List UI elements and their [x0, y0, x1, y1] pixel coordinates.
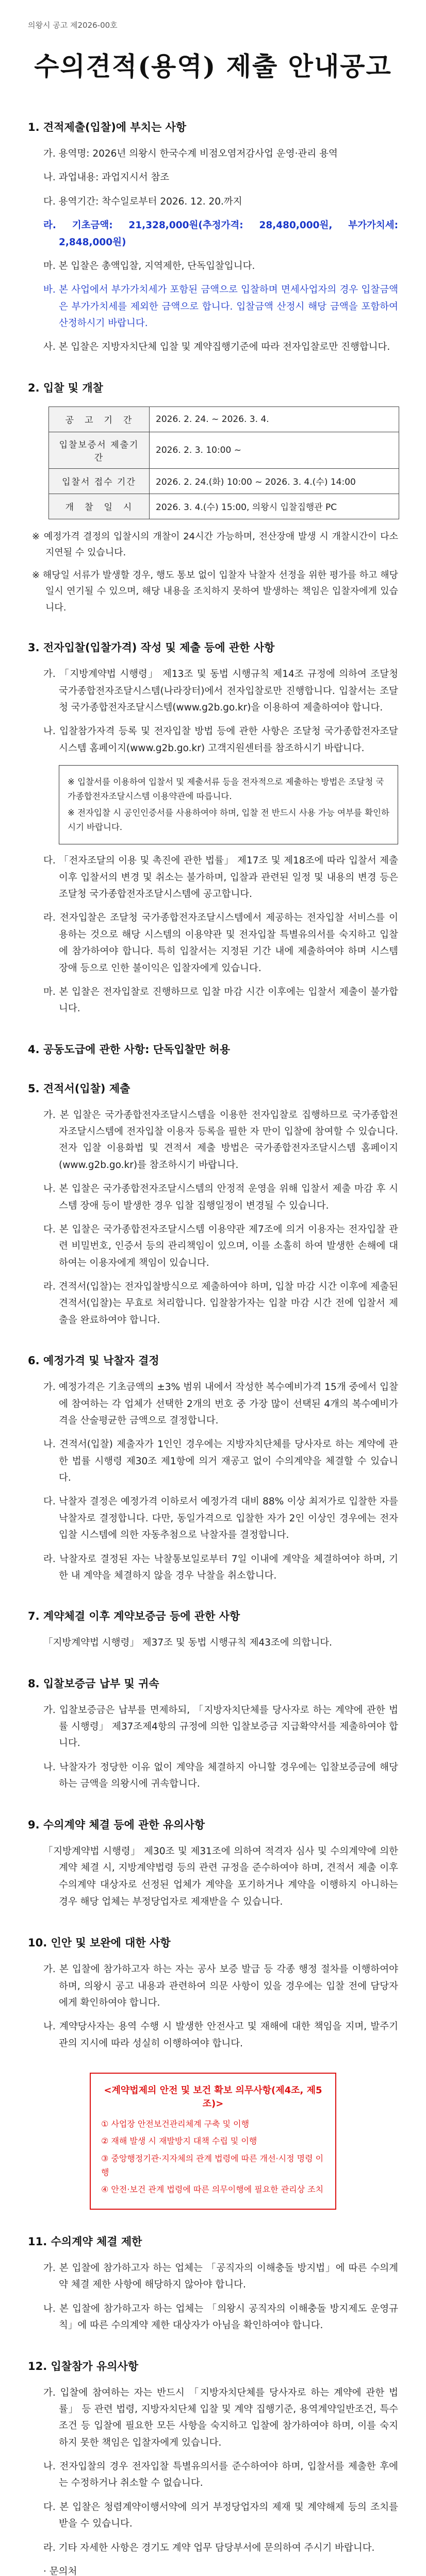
list-item: 마. 본 입찰은 전자입찰로 진행하므로 입찰 마감 시간 이후에는 입찰서 제출이 불가합니다.	[43, 986, 398, 1014]
table-row	[49, 432, 399, 468]
list-item: 나. 본 입찰은 국가종합전자조달시스템의 안정적 운영을 위해 입찰서 제출 마감 후 시스템 장애 등이 발생한 경우 입찰 집행일정이 변경될 수 있습니다.	[43, 1183, 398, 1211]
section-bid-schedule	[28, 380, 398, 616]
list-item: 가. 입찰에 참여하는 자는 반드시 「지방자치단체를 당사자로 하는 계약에 관한 법률」 등 관련 법령, 지방자치단체 입찰 및 계약 집행기준, 용역계약일반조건, 특수조건 등 입찰에 필요한 모든 사항을 숙지하고 입찰에 참가하여야 하며, 이를 숙지하지 못한 책임은 입찰자에게 있습니다.	[43, 2387, 398, 2448]
section-joint-contract	[28, 1041, 398, 1057]
section-title: 3. 전자입찰(입찰가격) 작성 및 제출 등에 관한 사항	[28, 641, 275, 654]
list-item: 가. 본 입찰에 참가하고자 하는 업체는 「공직자의 이해충돌 방지법」에 따른 수의계약 체결 제한 사항에 해당하지 않아야 합니다.	[43, 2263, 398, 2291]
box-line: ※ 입찰서를 이용하여 입찰서 및 제출서류 등을 전자적으로 제출하는 방법은 조달청 국가종합전자조달시스템 이용약관에 따릅니다.	[68, 777, 384, 802]
table-cell-label: 입찰서 접수 기간	[49, 468, 150, 494]
list-item: 사. 본 입찰은 지방자치단체 입찰 및 계약집행기준에 따라 전자입찰로만 진행합니다.	[43, 342, 390, 353]
table-cell-label: 입찰보증서 제출기간	[49, 432, 150, 468]
list-item: 나. 낙찰자가 정당한 이유 없이 계약을 체결하지 아니할 경우에는 입찰보증금에 해당하는 금액을 의왕시에 귀속합니다.	[43, 1761, 398, 1790]
list-item: 가. 본 입찰에 참가하고자 하는 자는 공사 보증 발급 등 각종 행정 절차를 이행하여야 하며, 의왕시 공고 내용과 관련하여 의문 사항이 있을 경우에는 입찰 전에 담당자에게 확인하여야 합니다.	[43, 1964, 398, 2008]
table-cell-value: 2026. 2. 3. 10:00 ~	[150, 432, 399, 468]
section-title: 9. 수의계약 체결 등에 관한 유의사항	[28, 1818, 205, 1831]
section-bid-items	[28, 119, 398, 356]
list-item: 바. 본 사업에서 부가가치세가 포함된 금액으로 입찰하며 면세사업자의 경우 입찰금액은 부가가치세를 제외한 금액으로 합니다. 입찰금액 산정시 해당 금액을 포함하여 산정하시기 바랍니다.	[43, 284, 398, 329]
section-text: 「지방계약법 시행령」 제30조 및 제31조에 의하여 적격자 심사 및 수의계약에 의한 계약 체결 시, 지방계약법령 등의 관련 규정을 준수하여야 하며, 견적서 제출 이후 수의계약 대상자로 선정된 업체가 계약을 포기하거나 계약을 이행하지 아니하는 경우 해당 업체는 부정당업자로 제재받을 수 있습니다.	[43, 1845, 398, 1908]
box-line: ③ 중앙행정기관·지자체의 관계 법령에 따른 개선·시정 명령 이행	[101, 2153, 324, 2177]
section-title: 8. 입찰보증금 납부 및 귀속	[28, 1677, 159, 1690]
box-line: ② 재해 발생 시 재발방지 대책 수립 및 이행	[101, 2136, 257, 2146]
list-item: 라. 낙찰자로 결정된 자는 낙찰통보일로부터 7일 이내에 계약을 체결하여야 하며, 기한 내 계약을 체결하지 않을 경우 낙찰을 취소합니다.	[43, 1553, 398, 1581]
section-title: 5. 견적서(입찰) 제출	[28, 1082, 130, 1095]
contacts-title: · 문의처	[43, 2566, 77, 2576]
list-item: 다. 본 입찰은 국가종합전자조달시스템 이용약관 제7조에 의거 이용자는 전자입찰 관련 비밀번호, 인증서 등의 관리책임이 있으며, 이를 소홀히 하여 발생한 손해에 대하여는 이용자에게 책임이 있습니다.	[43, 1224, 398, 1268]
section-title: 7. 계약체결 이후 계약보증금 등에 관한 사항	[28, 1610, 240, 1623]
list-item: 라. 기초금액: 21,328,000원(추정가격: 28,480,000원, 부가가치세: 2,848,000원)	[43, 220, 398, 248]
section-title: 4. 공동도급에 관한 사항: 단독입찰만 허용	[28, 1043, 231, 1056]
section-title: 2. 입찰 및 개찰	[28, 381, 103, 394]
section-title: 6. 예정가격 및 낙찰자 결정	[28, 1354, 159, 1367]
notice-box	[59, 765, 398, 844]
list-item: 마. 본 입찰은 총액입찰, 지역제한, 단독입찰입니다.	[43, 260, 255, 272]
section-bid-cautions	[28, 2358, 398, 2576]
box-line: ※ 전자입찰 시 공인인증서를 사용하여야 하며, 입찰 전 반드시 사용 가능 여부를 확인하시기 바랍니다.	[68, 808, 389, 833]
list-item: 나. 본 입찰에 참가하고자 하는 업체는 「의왕시 공직자의 이해충돌 방지제도 운영규칙」에 따른 수의계약 제한 대상자가 아님을 확인하여야 합니다.	[43, 2303, 398, 2331]
box-line: ① 사업장 안전보건관리체계 구축 및 이행	[101, 2119, 250, 2129]
section-title: 12. 입찰참가 유의사항	[28, 2360, 139, 2372]
table-cell-value: 2026. 2. 24. ~ 2026. 3. 4.	[150, 406, 399, 432]
section-safety	[28, 1935, 398, 2210]
list-item: 라. 기타 자세한 사항은 경기도 계약 업무 담당부서에 문의하여 주시기 바랍니다.	[43, 2542, 375, 2553]
list-item: 가. 「지방계약법 시행령」 제13조 및 동법 시행규칙 제14조 규정에 의하여 조달청 국가종합전자조달시스템(나라장터)에서 전자입찰로만 진행합니다. 입찰서는 조달청 국가종합전자조달시스템(www.g2b.go.kr)을 이용하여 제출하여야 합니다.	[43, 669, 398, 713]
table-cell-label: 개 찰 일 시	[49, 494, 150, 519]
note: ※ 예정가격 결정의 입찰시의 개찰이 24시간 가능하며, 전산장애 발생 시 개찰시간이 다소 지연될 수 있습니다.	[32, 531, 398, 558]
list-item: 나. 견적서(입찰) 제출자가 1인인 경우에는 지방자치단체를 당사자로 하는 계약에 관한 법률 시행령 제30조 제1항에 의거 재공고 없이 수의계약을 체결할 수 있습니다.	[43, 1439, 398, 1484]
notice-number: 의왕시 공고 제2026-00호	[28, 21, 118, 30]
section-e-bidding	[28, 639, 398, 1017]
note: ※ 해당일 서류가 발생할 경우, 행도 통보 없이 입찰자 낙찰자 선정을 위한 평가를 하고 해당일시 연기될 수 있으며, 해당 내용을 조치하지 못하여 발생하는 책임은 입찰자에게 있습니다.	[32, 569, 398, 613]
list-item: 가. 예정가격은 기초금액의 ±3% 범위 내에서 작성한 복수예비가격 15개 중에서 입찰에 참여하는 각 업체가 선택한 2개의 번호 중 가장 많이 선택된 4개의 복수예비가격을 산술평균한 금액으로 결정합니다.	[43, 1382, 398, 1426]
list-item: 가. 용역명: 2026년 의왕시 한국수계 비점오염저감사업 운영·관리 용역	[43, 148, 338, 159]
section-price-decision	[28, 1352, 398, 1584]
list-item: 가. 본 입찰은 국가종합전자조달시스템을 이용한 전자입찰로 집행하므로 국가종합전자조달시스템에 전자입찰 이용자 등록을 필한 자 만이 입찰에 참여할 수 있습니다. 전자 입찰 이용화법 및 견적서 제출 방법은 국가종합전자조달시스템 홈페이지(www.g2b.go.kr)를 참조하시기 바랍니다.	[43, 1109, 398, 1171]
table-row	[49, 494, 399, 519]
section-title: 11. 수의계약 체결 제한	[28, 2235, 142, 2248]
section-contract-restriction	[28, 2233, 398, 2334]
box-line: ④ 안전·보건 관계 법령에 따른 의무이행에 필요한 관리상 조치	[101, 2184, 324, 2194]
page-title: 수의견적(용역) 제출 안내공고	[34, 51, 392, 81]
section-private-contract	[28, 1817, 398, 1911]
list-item: 다. 낙찰자 결정은 예정가격 이하로서 예정가격 대비 88% 이상 최저가로 입찰한 자를 낙찰자로 결정합니다. 다만, 동일가격으로 입찰한 자가 2인 이상인 경우에는 전자입찰 시스템에 의한 자동추첨으로 낙찰자를 결정합니다.	[43, 1496, 398, 1541]
table-row	[49, 406, 399, 432]
table-cell-value: 2026. 2. 24.(화) 10:00 ~ 2026. 3. 4.(수) 14:00	[150, 468, 399, 494]
section-quote-submission	[28, 1080, 398, 1329]
list-item: 라. 견적서(입찰)는 전자입찰방식으로 제출하여야 하며, 입찰 마감 시간 이후에 제출된 견적서(입찰)는 무효로 처리합니다. 입찰참가자는 입찰 마감 시간 전에 입찰서 제출을 완료하여야 합니다.	[43, 1281, 398, 1326]
schedule-table	[48, 406, 399, 519]
table-cell-value: 2026. 3. 4.(수) 15:00, 의왕시 입찰집행관 PC	[150, 494, 399, 519]
list-item: 나. 계약당사자는 용역 수행 시 발생한 안전사고 및 재해에 대한 책임을 지며, 발주기관의 지시에 따라 성실히 이행하여야 합니다.	[43, 2021, 398, 2049]
box-heading: <계약법제의 안전 및 보건 확보 의무사항(제4조, 제5조)>	[104, 2085, 322, 2110]
list-item: 다. 「전자조달의 이용 및 촉진에 관한 법률」 제17조 및 제18조에 따라 입찰서 제출 이후 입찰서의 변경 및 취소는 불가하며, 입찰과 관련된 일정 및 내용의 변경 등은 조달청 국가종합전자조달시스템에 공고합니다.	[43, 855, 398, 900]
list-item: 다. 본 입찰은 청렴계약이행서약에 의거 부정당업자의 제재 및 계약해제 등의 조치를 받을 수 있습니다.	[43, 2501, 398, 2530]
section-text: 「지방계약법 시행령」 제37조 및 동법 시행규칙 제43조에 의합니다.	[43, 1637, 333, 1649]
table-row	[49, 468, 399, 494]
list-item: 나. 입찰참가자격 등록 및 전자입찰 방법 등에 관한 사항은 조달청 국가종합전자조달시스템 홈페이지(www.g2b.go.kr) 고객지원센터를 참조하시기 바랍니다.	[43, 726, 398, 754]
list-item: 나. 과업내용: 과업지시서 참조	[43, 172, 170, 183]
section-bid-deposit	[28, 1675, 398, 1793]
section-title: 1. 견적제출(입찰)에 부치는 사항	[28, 121, 187, 133]
list-item: 라. 전자입찰은 조달청 국가종합전자조달시스템에서 제공하는 전자입찰 서비스를 이용하는 것으로 해당 시스템의 이용약관 및 전자입찰 특별유의서를 숙지하고 입찰에 참가하여야 합니다. 특히 입찰서는 지정된 기간 내에 제출하여야 하며 시스템 장애 등으로 인한 불이익은 입찰자에게 있습니다.	[43, 912, 398, 974]
table-cell-label: 공 고 기 간	[49, 406, 150, 432]
section-title: 10. 인안 및 보완에 대한 사항	[28, 1937, 171, 1950]
safety-obligations-box	[90, 2073, 336, 2210]
section-contract-deposit	[28, 1608, 398, 1651]
list-item: 다. 용역기간: 착수일로부터 2026. 12. 20.까지	[43, 196, 242, 207]
list-item: 나. 전자입찰의 경우 전자입찰 특별유의서를 준수하여야 하며, 입찰서를 제출한 후에는 수정하거나 취소할 수 없습니다.	[43, 2461, 398, 2489]
list-item: 가. 입찰보증금은 납부를 면제하되, 「지방자치단체를 당사자로 하는 계약에 관한 법률 시행령」 제37조제4항의 규정에 의한 입찰보증금 지급확약서를 제출하여야 합니다.	[43, 1704, 398, 1749]
